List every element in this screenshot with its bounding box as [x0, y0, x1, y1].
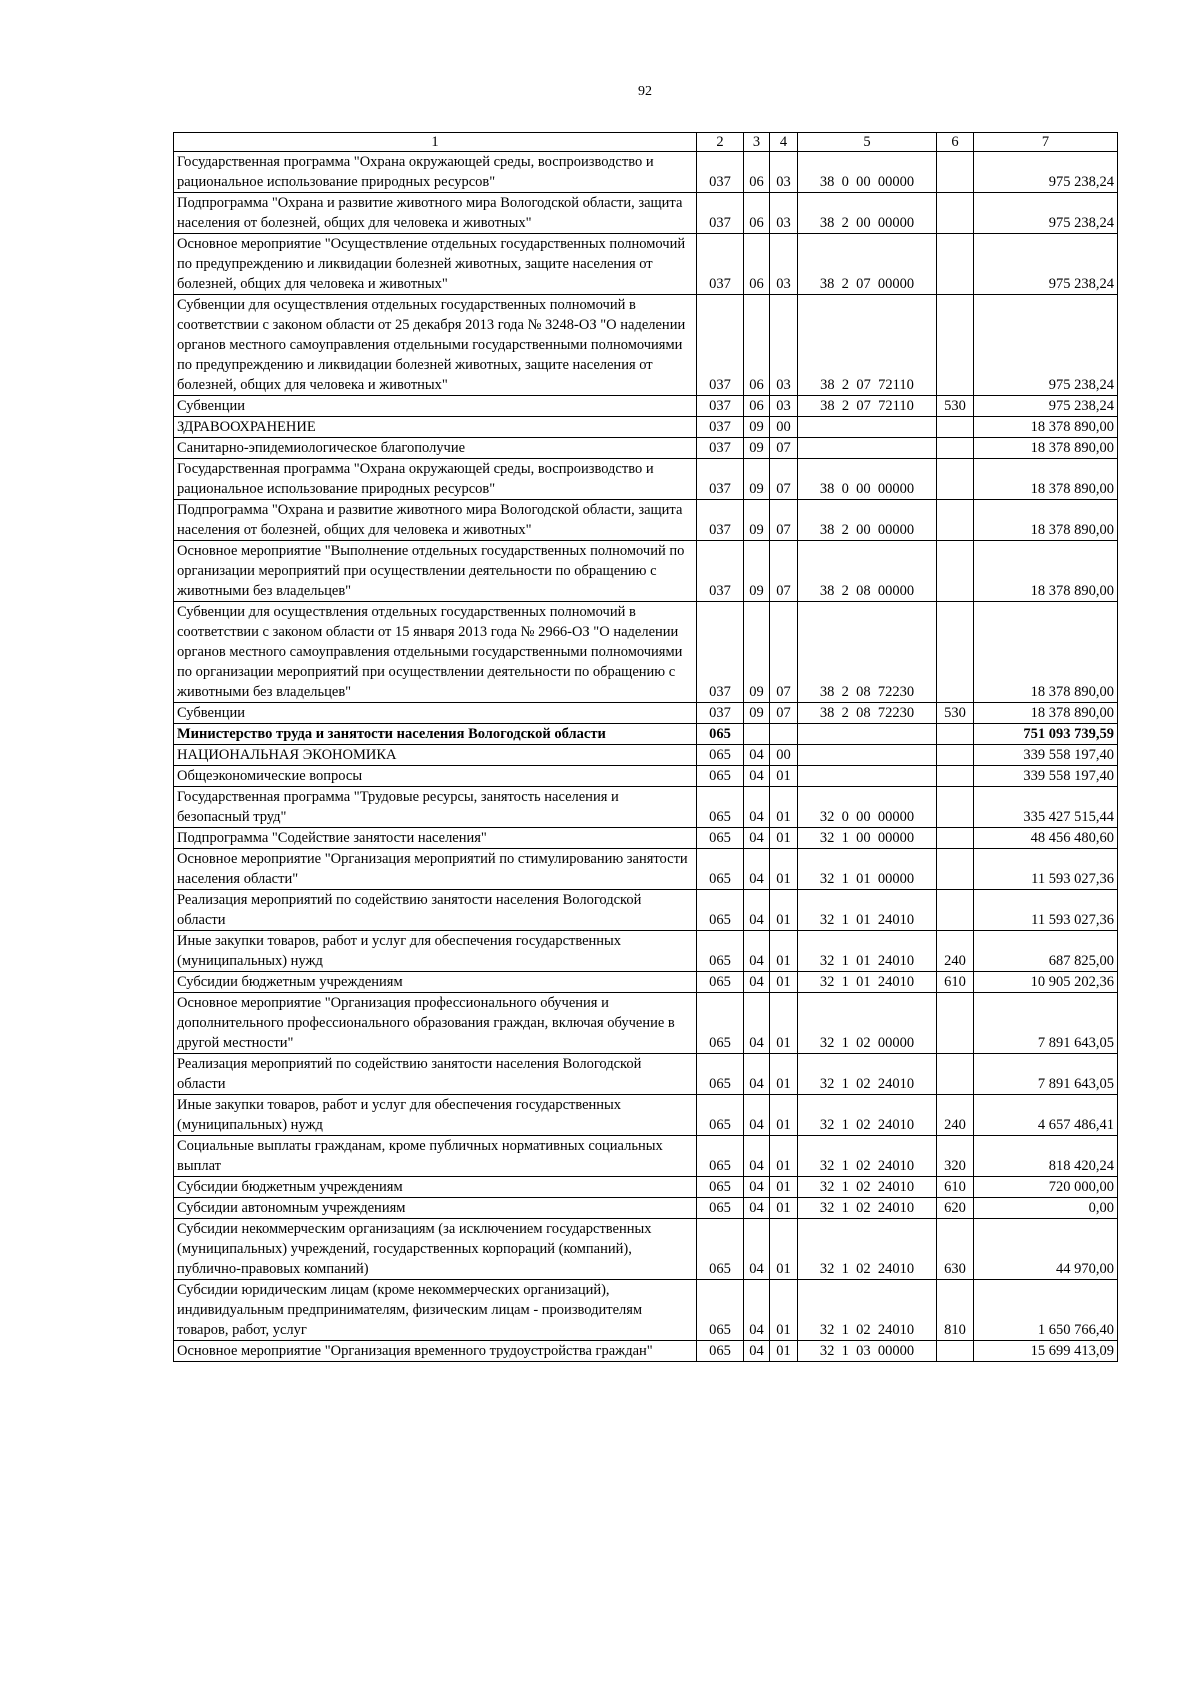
row-code-section: 09 [744, 602, 770, 703]
table-row [174, 828, 1118, 849]
row-code-target: 38 2 00 00000 [798, 500, 937, 541]
row-code-subsection: 03 [770, 234, 798, 295]
row-amount: 18 378 890,00 [974, 500, 1118, 541]
row-code-target: 32 1 02 24010 [798, 1054, 937, 1095]
budget-table [173, 132, 1118, 1362]
row-code-expense-type [937, 766, 974, 787]
row-code-expense-type [937, 1054, 974, 1095]
row-code-subsection: 07 [770, 703, 798, 724]
row-code-subsection: 07 [770, 500, 798, 541]
row-name: Основное мероприятие "Организация профессионального обучения и дополнительного профессионального образования граждан, включая обучение в другой местности" [174, 993, 697, 1054]
row-code-target: 32 1 01 24010 [798, 972, 937, 993]
row-code-subsection: 01 [770, 972, 798, 993]
row-code-expense-type [937, 152, 974, 193]
row-code-subsection: 00 [770, 745, 798, 766]
row-code-subsection: 01 [770, 1198, 798, 1219]
table-row [174, 849, 1118, 890]
row-code-target: 38 2 07 00000 [798, 234, 937, 295]
row-code-section: 06 [744, 396, 770, 417]
row-code-expense-type [937, 193, 974, 234]
row-code-target: 38 2 08 00000 [798, 541, 937, 602]
row-code-section: 09 [744, 703, 770, 724]
row-amount: 48 456 480,60 [974, 828, 1118, 849]
row-code-subsection: 01 [770, 766, 798, 787]
row-name: Общеэкономические вопросы [174, 766, 697, 787]
row-code-ministry: 037 [697, 396, 744, 417]
row-code-ministry: 037 [697, 417, 744, 438]
table-row [174, 295, 1118, 396]
column-header-3: 3 [744, 133, 770, 152]
row-amount: 18 378 890,00 [974, 541, 1118, 602]
row-amount: 10 905 202,36 [974, 972, 1118, 993]
row-amount: 975 238,24 [974, 234, 1118, 295]
row-code-section: 04 [744, 890, 770, 931]
row-code-ministry: 037 [697, 602, 744, 703]
row-code-section: 04 [744, 1219, 770, 1280]
row-name: Подпрограмма "Содействие занятости населения" [174, 828, 697, 849]
row-amount: 18 378 890,00 [974, 438, 1118, 459]
row-amount: 339 558 197,40 [974, 745, 1118, 766]
table-row [174, 541, 1118, 602]
row-code-section: 04 [744, 931, 770, 972]
row-name: Основное мероприятие "Осуществление отдельных государственных полномочий по предупреждению и ликвидации болезней животных, защите населения от болезней, общих для человека и животных" [174, 234, 697, 295]
row-code-section: 04 [744, 1136, 770, 1177]
row-code-ministry: 065 [697, 766, 744, 787]
row-name: НАЦИОНАЛЬНАЯ ЭКОНОМИКА [174, 745, 697, 766]
row-code-ministry: 037 [697, 500, 744, 541]
row-name: Реализация мероприятий по содействию занятости населения Вологодской области [174, 890, 697, 931]
row-code-target: 32 1 02 00000 [798, 993, 937, 1054]
row-code-target: 32 1 02 24010 [798, 1198, 937, 1219]
row-amount: 1 650 766,40 [974, 1280, 1118, 1341]
row-code-subsection: 01 [770, 1177, 798, 1198]
row-code-subsection: 01 [770, 849, 798, 890]
table-row [174, 703, 1118, 724]
row-code-target: 38 2 07 72110 [798, 295, 937, 396]
table-row [174, 766, 1118, 787]
row-code-ministry: 065 [697, 787, 744, 828]
row-amount: 18 378 890,00 [974, 417, 1118, 438]
row-name: Субвенции для осуществления отдельных государственных полномочий в соответствии с законом области от 25 декабря 2013 года № 3248-ОЗ "О наделении органов местного самоуправления отдельными государственными полномочиями по предупреждению и ликвидации болезней животных, защите населения от болезней, общих для человека и животных" [174, 295, 697, 396]
row-code-expense-type [937, 602, 974, 703]
table-row [174, 745, 1118, 766]
row-code-target [798, 438, 937, 459]
row-code-ministry: 065 [697, 1054, 744, 1095]
row-name: Субвенции для осуществления отдельных государственных полномочий в соответствии с законом области от 15 января 2013 года № 2966-ОЗ "О наделении органов местного самоуправления отдельными государственными полномочиями по организации мероприятий при осуществлении деятельности по обращению с животными без владельцев" [174, 602, 697, 703]
row-code-ministry: 065 [697, 828, 744, 849]
row-code-expense-type [937, 541, 974, 602]
row-code-ministry: 037 [697, 295, 744, 396]
row-code-ministry: 037 [697, 703, 744, 724]
row-code-subsection: 03 [770, 193, 798, 234]
table-row [174, 1054, 1118, 1095]
row-code-subsection: 01 [770, 787, 798, 828]
row-code-expense-type [937, 295, 974, 396]
row-name: Основное мероприятие "Организация временного трудоустройства граждан" [174, 1341, 697, 1362]
row-name: Иные закупки товаров, работ и услуг для обеспечения государственных (муниципальных) нужд [174, 1095, 697, 1136]
row-code-target: 32 1 00 00000 [798, 828, 937, 849]
row-code-ministry: 065 [697, 931, 744, 972]
row-code-target: 38 0 00 00000 [798, 459, 937, 500]
row-code-target: 32 1 01 24010 [798, 931, 937, 972]
row-code-subsection: 01 [770, 1219, 798, 1280]
row-amount: 975 238,24 [974, 152, 1118, 193]
row-code-subsection: 07 [770, 541, 798, 602]
row-name: Субсидии некоммерческим организациям (за исключением государственных (муниципальных) учреждений, государственных корпораций (компаний), публично-правовых компаний) [174, 1219, 697, 1280]
row-code-expense-type [937, 828, 974, 849]
row-code-subsection: 01 [770, 931, 798, 972]
row-name: Субсидии автономным учреждениям [174, 1198, 697, 1219]
row-code-subsection: 01 [770, 993, 798, 1054]
row-code-expense-type: 530 [937, 396, 974, 417]
row-code-expense-type: 240 [937, 1095, 974, 1136]
row-code-ministry: 065 [697, 1219, 744, 1280]
row-code-section [744, 724, 770, 745]
row-code-subsection: 01 [770, 1280, 798, 1341]
row-code-target: 38 2 08 72230 [798, 602, 937, 703]
row-code-expense-type: 810 [937, 1280, 974, 1341]
table-row [174, 1341, 1118, 1362]
row-code-ministry: 065 [697, 1198, 744, 1219]
row-amount: 7 891 643,05 [974, 993, 1118, 1054]
row-name: Социальные выплаты гражданам, кроме публичных нормативных социальных выплат [174, 1136, 697, 1177]
row-code-ministry: 037 [697, 438, 744, 459]
row-code-ministry: 065 [697, 972, 744, 993]
row-code-target: 32 1 01 24010 [798, 890, 937, 931]
row-code-section: 06 [744, 295, 770, 396]
row-amount: 335 427 515,44 [974, 787, 1118, 828]
row-name: Государственная программа "Охрана окружающей среды, воспроизводство и рациональное использование природных ресурсов" [174, 152, 697, 193]
row-amount: 818 420,24 [974, 1136, 1118, 1177]
row-code-section: 04 [744, 972, 770, 993]
row-code-ministry: 065 [697, 1136, 744, 1177]
table-row [174, 1177, 1118, 1198]
row-code-target: 32 1 02 24010 [798, 1095, 937, 1136]
row-amount: 0,00 [974, 1198, 1118, 1219]
row-name: Подпрограмма "Охрана и развитие животного мира Вологодской области, защита населения от болезней, общих для человека и животных" [174, 193, 697, 234]
row-amount: 339 558 197,40 [974, 766, 1118, 787]
row-code-expense-type [937, 500, 974, 541]
row-code-expense-type [937, 1341, 974, 1362]
row-amount: 687 825,00 [974, 931, 1118, 972]
row-amount: 975 238,24 [974, 295, 1118, 396]
row-code-ministry: 065 [697, 890, 744, 931]
row-name: ЗДРАВООХРАНЕНИЕ [174, 417, 697, 438]
row-code-expense-type: 610 [937, 972, 974, 993]
column-header-7: 7 [974, 133, 1118, 152]
row-code-section: 06 [744, 234, 770, 295]
row-code-section: 09 [744, 459, 770, 500]
row-code-section: 09 [744, 438, 770, 459]
row-code-target: 32 1 01 00000 [798, 849, 937, 890]
column-header-2: 2 [697, 133, 744, 152]
row-code-section: 04 [744, 787, 770, 828]
row-code-expense-type [937, 787, 974, 828]
table-row [174, 1219, 1118, 1280]
row-code-subsection: 03 [770, 152, 798, 193]
row-code-expense-type: 530 [937, 703, 974, 724]
row-code-section: 04 [744, 1177, 770, 1198]
row-code-subsection: 03 [770, 396, 798, 417]
row-code-expense-type [937, 993, 974, 1054]
row-code-ministry: 065 [697, 1280, 744, 1341]
row-code-ministry: 065 [697, 1177, 744, 1198]
row-code-expense-type: 240 [937, 931, 974, 972]
row-code-subsection: 01 [770, 1136, 798, 1177]
row-code-subsection: 01 [770, 890, 798, 931]
table-row [174, 787, 1118, 828]
row-amount: 720 000,00 [974, 1177, 1118, 1198]
row-code-expense-type [937, 459, 974, 500]
row-code-target [798, 745, 937, 766]
page-number: 92 [638, 84, 652, 99]
row-code-target: 38 0 00 00000 [798, 152, 937, 193]
row-code-target [798, 724, 937, 745]
row-amount: 11 593 027,36 [974, 890, 1118, 931]
table-row [174, 417, 1118, 438]
row-code-target [798, 417, 937, 438]
row-code-subsection: 01 [770, 1095, 798, 1136]
row-code-subsection: 01 [770, 1054, 798, 1095]
row-amount: 975 238,24 [974, 396, 1118, 417]
table-row [174, 602, 1118, 703]
column-header-5: 5 [798, 133, 937, 152]
row-code-section: 04 [744, 745, 770, 766]
row-code-subsection: 07 [770, 459, 798, 500]
row-name: Субсидии бюджетным учреждениям [174, 972, 697, 993]
row-name: Реализация мероприятий по содействию занятости населения Вологодской области [174, 1054, 697, 1095]
table-row [174, 972, 1118, 993]
row-amount: 18 378 890,00 [974, 602, 1118, 703]
row-code-ministry: 065 [697, 1341, 744, 1362]
row-name: Государственная программа "Трудовые ресурсы, занятость населения и безопасный труд" [174, 787, 697, 828]
row-code-ministry: 037 [697, 193, 744, 234]
row-code-target: 32 1 03 00000 [798, 1341, 937, 1362]
row-code-ministry: 037 [697, 541, 744, 602]
row-code-expense-type [937, 234, 974, 295]
row-code-ministry: 065 [697, 724, 744, 745]
table-header-row [174, 133, 1118, 152]
row-code-section: 06 [744, 152, 770, 193]
row-code-subsection: 01 [770, 828, 798, 849]
row-code-expense-type [937, 849, 974, 890]
row-code-ministry: 037 [697, 459, 744, 500]
row-code-section: 04 [744, 1341, 770, 1362]
table-row [174, 193, 1118, 234]
table-row [174, 500, 1118, 541]
row-code-target [798, 766, 937, 787]
row-name: Министерство труда и занятости населения Вологодской области [174, 724, 697, 745]
table-row [174, 396, 1118, 417]
row-code-ministry: 065 [697, 849, 744, 890]
row-amount: 44 970,00 [974, 1219, 1118, 1280]
row-code-ministry: 065 [697, 993, 744, 1054]
row-code-target: 38 2 07 72110 [798, 396, 937, 417]
row-code-target: 32 1 02 24010 [798, 1177, 937, 1198]
table-row [174, 1095, 1118, 1136]
row-code-expense-type [937, 890, 974, 931]
row-amount: 18 378 890,00 [974, 459, 1118, 500]
table-row [174, 1280, 1118, 1341]
table-row [174, 993, 1118, 1054]
row-code-expense-type [937, 438, 974, 459]
table-row [174, 234, 1118, 295]
row-name: Субсидии юридическим лицам (кроме некоммерческих организаций), индивидуальным предпринимателям, физическим лицам - производителям товаров, работ, услуг [174, 1280, 697, 1341]
row-code-section: 04 [744, 766, 770, 787]
row-code-subsection: 07 [770, 438, 798, 459]
row-amount: 975 238,24 [974, 193, 1118, 234]
row-code-expense-type [937, 724, 974, 745]
row-code-section: 04 [744, 1054, 770, 1095]
row-name: Основное мероприятие "Организация мероприятий по стимулированию занятости населения области" [174, 849, 697, 890]
row-name: Субвенции [174, 396, 697, 417]
row-code-target: 32 0 00 00000 [798, 787, 937, 828]
row-amount: 751 093 739,59 [974, 724, 1118, 745]
row-amount: 4 657 486,41 [974, 1095, 1118, 1136]
row-code-section: 09 [744, 417, 770, 438]
column-header-1: 1 [174, 133, 697, 152]
row-name: Санитарно-эпидемиологическое благополучие [174, 438, 697, 459]
row-code-subsection: 03 [770, 295, 798, 396]
row-code-section: 09 [744, 541, 770, 602]
column-header-6: 6 [937, 133, 974, 152]
row-name: Подпрограмма "Охрана и развитие животного мира Вологодской области, защита населения от болезней, общих для человека и животных" [174, 500, 697, 541]
row-code-expense-type: 610 [937, 1177, 974, 1198]
row-code-ministry: 037 [697, 152, 744, 193]
row-code-target: 32 1 02 24010 [798, 1219, 937, 1280]
table-row [174, 1136, 1118, 1177]
row-code-expense-type: 620 [937, 1198, 974, 1219]
row-name: Субсидии бюджетным учреждениям [174, 1177, 697, 1198]
row-name: Субвенции [174, 703, 697, 724]
row-code-target: 38 2 08 72230 [798, 703, 937, 724]
table-row [174, 931, 1118, 972]
row-code-section: 04 [744, 849, 770, 890]
row-code-section: 09 [744, 500, 770, 541]
row-amount: 11 593 027,36 [974, 849, 1118, 890]
row-amount: 18 378 890,00 [974, 703, 1118, 724]
row-code-expense-type: 320 [937, 1136, 974, 1177]
row-code-section: 04 [744, 828, 770, 849]
row-code-target: 38 2 00 00000 [798, 193, 937, 234]
row-code-expense-type [937, 417, 974, 438]
table-row [174, 459, 1118, 500]
row-code-target: 32 1 02 24010 [798, 1136, 937, 1177]
row-code-subsection: 07 [770, 602, 798, 703]
table-row [174, 438, 1118, 459]
row-code-expense-type [937, 745, 974, 766]
row-name: Государственная программа "Охрана окружающей среды, воспроизводство и рациональное использование природных ресурсов" [174, 459, 697, 500]
row-code-expense-type: 630 [937, 1219, 974, 1280]
row-code-subsection: 01 [770, 1341, 798, 1362]
row-code-ministry: 065 [697, 1095, 744, 1136]
table-row [174, 724, 1118, 745]
row-code-section: 04 [744, 1095, 770, 1136]
row-code-section: 04 [744, 993, 770, 1054]
table-row [174, 1198, 1118, 1219]
row-code-section: 04 [744, 1198, 770, 1219]
table-row [174, 890, 1118, 931]
column-header-4: 4 [770, 133, 798, 152]
row-code-target: 32 1 02 24010 [798, 1280, 937, 1341]
row-code-section: 04 [744, 1280, 770, 1341]
row-amount: 7 891 643,05 [974, 1054, 1118, 1095]
row-code-ministry: 065 [697, 745, 744, 766]
row-code-subsection [770, 724, 798, 745]
row-name: Иные закупки товаров, работ и услуг для обеспечения государственных (муниципальных) нужд [174, 931, 697, 972]
row-amount: 15 699 413,09 [974, 1341, 1118, 1362]
row-name: Основное мероприятие "Выполнение отдельных государственных полномочий по организации мероприятий при осуществлении деятельности по обращению с животными без владельцев" [174, 541, 697, 602]
row-code-subsection: 00 [770, 417, 798, 438]
row-code-ministry: 037 [697, 234, 744, 295]
table-row [174, 152, 1118, 193]
row-code-section: 06 [744, 193, 770, 234]
